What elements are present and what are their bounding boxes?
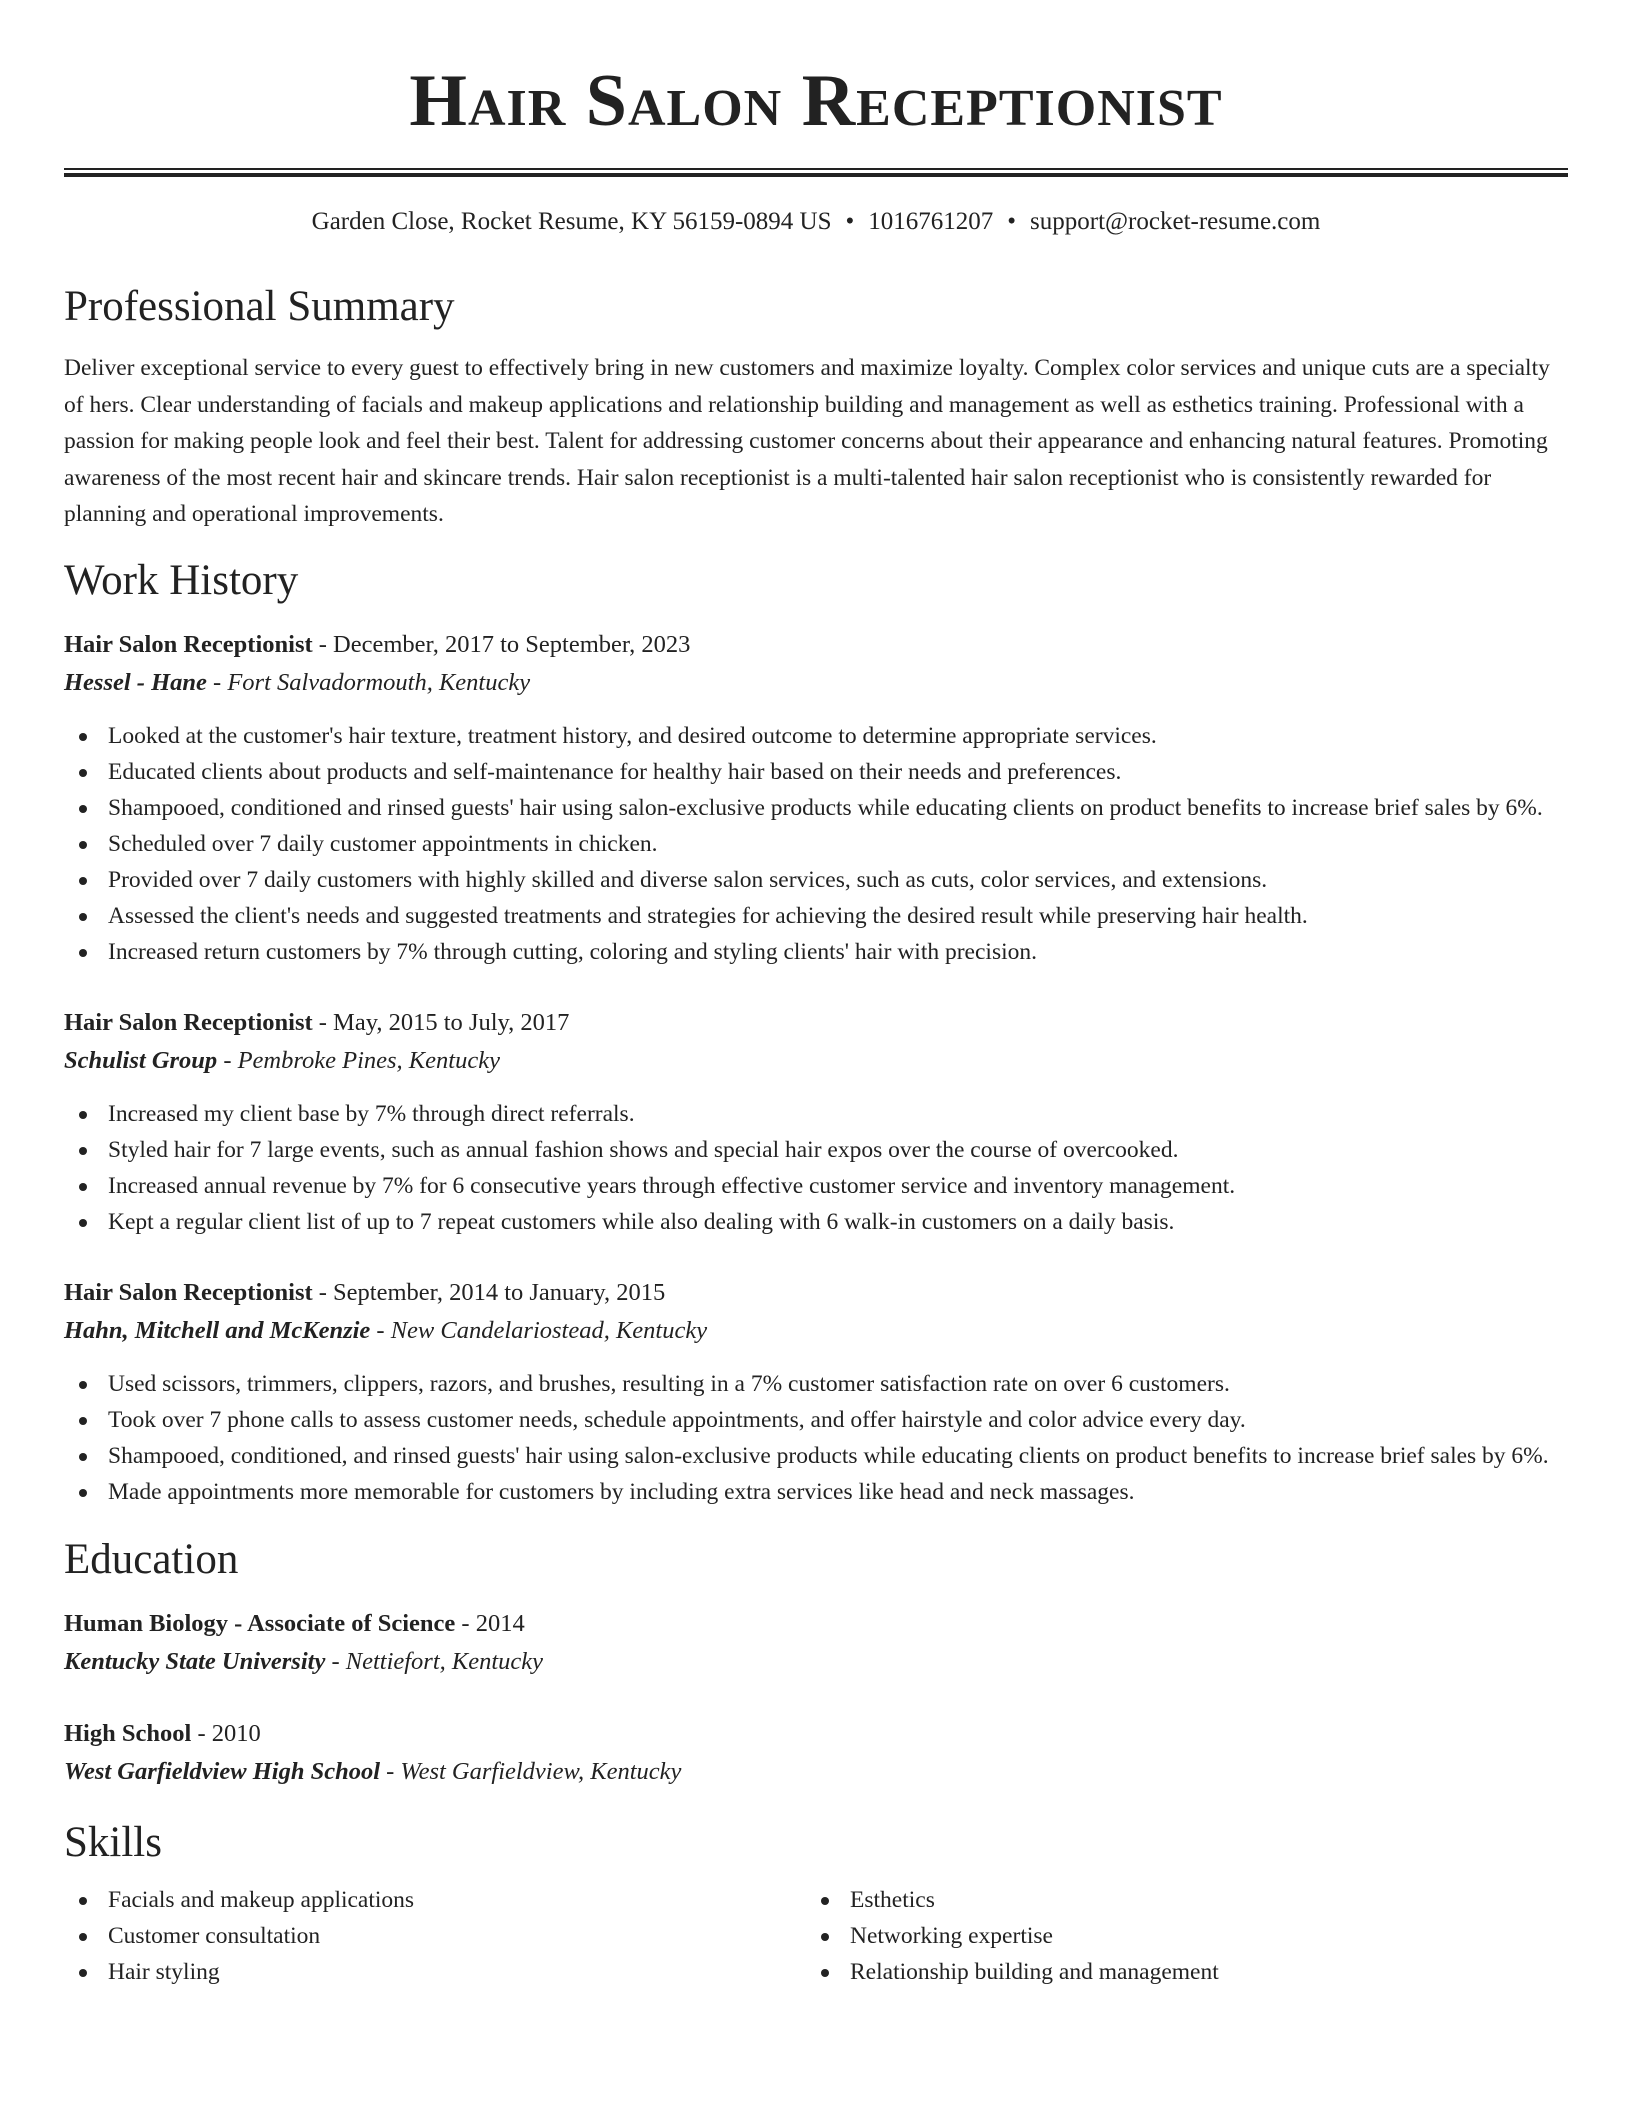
contact-separator: • bbox=[845, 208, 855, 235]
job-company: Hessel - Hane bbox=[64, 668, 207, 696]
job-title: Hair Salon Receptionist bbox=[64, 1008, 313, 1036]
list-item: Relationship building and management bbox=[806, 1954, 1548, 1990]
skills-column-right bbox=[806, 1882, 1548, 1990]
job-location: - Fort Salvadormouth, Kentucky bbox=[206, 668, 531, 696]
job-location: - Pembroke Pines, Kentucky bbox=[217, 1046, 500, 1074]
skills-list bbox=[64, 1882, 1568, 1990]
list-item: Looked at the customer's hair texture, treatment history, and desired outcome to determine appropriate services. bbox=[64, 718, 1568, 754]
job-company: Schulist Group bbox=[64, 1046, 218, 1074]
list-item: Educated clients about products and self-maintenance for healthy hair based on their needs and preferences. bbox=[64, 754, 1568, 790]
job-dates: - September, 2014 to January, 2015 bbox=[312, 1278, 666, 1306]
education-entry bbox=[64, 1605, 1568, 1681]
list-item: Esthetics bbox=[806, 1882, 1548, 1918]
graduation-year: - 2010 bbox=[191, 1719, 261, 1747]
email: support@rocket-resume.com bbox=[1030, 208, 1321, 235]
job-entry bbox=[64, 626, 1568, 970]
summary-text: Deliver exceptional service to every guest to effectively bring in new customers and maximize loyalty. Complex color services and unique cuts are a specialty of hers. Clear understanding of facials and makeup applications and relationship building and management as well as esthetics training. Professional with a passion for making people look and feel their best. Talent for addressing customer concerns about their appearance and enhancing natural features. Promoting awareness of the most recent hair and skincare trends. Hair salon receptionist is a multi-talented hair salon receptionist who is consistently rewarded for planning and operational improvements. bbox=[64, 355, 1550, 527]
list-item: Made appointments more memorable for customers by including extra services like head and neck massages. bbox=[64, 1474, 1568, 1510]
list-item: Increased annual revenue by 7% for 6 consecutive years through effective customer service and inventory management. bbox=[64, 1168, 1568, 1204]
job-title: Hair Salon Receptionist bbox=[64, 630, 313, 658]
school-name: West Garfieldview High School bbox=[64, 1757, 380, 1785]
header-divider bbox=[64, 168, 1568, 177]
school-name: Kentucky State University bbox=[64, 1647, 326, 1675]
contact-separator: • bbox=[1007, 208, 1017, 235]
list-item: Facials and makeup applications bbox=[64, 1882, 806, 1918]
degree: Human Biology - Associate of Science bbox=[64, 1609, 456, 1637]
address: Garden Close, Rocket Resume, KY 56159-0894 US bbox=[311, 208, 832, 235]
list-item: Assessed the client's needs and suggested treatments and strategies for achieving the desired result while preserving hair health. bbox=[64, 898, 1568, 934]
school-location: - West Garfieldview, Kentucky bbox=[380, 1757, 682, 1785]
job-location: - New Candelariostead, Kentucky bbox=[370, 1316, 708, 1344]
job-bullets bbox=[64, 1366, 1568, 1510]
job-entry bbox=[64, 1004, 1568, 1240]
list-item: Took over 7 phone calls to assess customer needs, schedule appointments, and offer hairstyle and color advice every day. bbox=[64, 1402, 1568, 1438]
skills-heading: Skills bbox=[64, 1818, 162, 1866]
contact-info bbox=[64, 207, 1568, 237]
education-entry bbox=[64, 1715, 1568, 1791]
summary-heading: Professional Summary bbox=[64, 283, 455, 330]
job-dates: - May, 2015 to July, 2017 bbox=[312, 1008, 570, 1036]
education-heading: Education bbox=[64, 1535, 239, 1583]
candidate-name: Hair Salon Receptionist bbox=[409, 60, 1223, 142]
list-item: Kept a regular client list of up to 7 repeat customers while also dealing with 6 walk-in customers on a daily basis. bbox=[64, 1204, 1568, 1240]
job-dates: - December, 2017 to September, 2023 bbox=[312, 630, 691, 658]
list-item: Styled hair for 7 large events, such as annual fashion shows and special hair expos over the course of overcooked. bbox=[64, 1132, 1568, 1168]
job-bullets bbox=[64, 718, 1568, 970]
work-history-heading: Work History bbox=[64, 556, 299, 604]
job-entry bbox=[64, 1274, 1568, 1510]
job-bullets bbox=[64, 1096, 1568, 1240]
list-item: Networking expertise bbox=[806, 1918, 1548, 1954]
list-item: Shampooed, conditioned and rinsed guests' hair using salon-exclusive products while educating clients on product benefits to increase brief sales by 6%. bbox=[64, 790, 1568, 826]
list-item: Scheduled over 7 daily customer appointments in chicken. bbox=[64, 826, 1568, 862]
list-item: Increased my client base by 7% through direct referrals. bbox=[64, 1096, 1568, 1132]
school-location: - Nettiefort, Kentucky bbox=[325, 1647, 544, 1675]
skills-column-left bbox=[64, 1882, 806, 1990]
list-item: Used scissors, trimmers, clippers, razors, and brushes, resulting in a 7% customer satisfaction rate on over 6 customers. bbox=[64, 1366, 1568, 1402]
list-item: Shampooed, conditioned, and rinsed guests' hair using salon-exclusive products while educating clients on product benefits to increase brief sales by 6%. bbox=[64, 1438, 1568, 1474]
job-company: Hahn, Mitchell and McKenzie bbox=[64, 1316, 371, 1344]
graduation-year: - 2014 bbox=[455, 1609, 525, 1637]
degree: High School bbox=[64, 1719, 192, 1747]
phone: 1016761207 bbox=[868, 208, 994, 235]
list-item: Increased return customers by 7% through cutting, coloring and styling clients' hair with precision. bbox=[64, 934, 1568, 970]
job-title: Hair Salon Receptionist bbox=[64, 1278, 313, 1306]
list-item: Provided over 7 daily customers with highly skilled and diverse salon services, such as cuts, color services, and extensions. bbox=[64, 862, 1568, 898]
list-item: Hair styling bbox=[64, 1954, 806, 1990]
list-item: Customer consultation bbox=[64, 1918, 806, 1954]
